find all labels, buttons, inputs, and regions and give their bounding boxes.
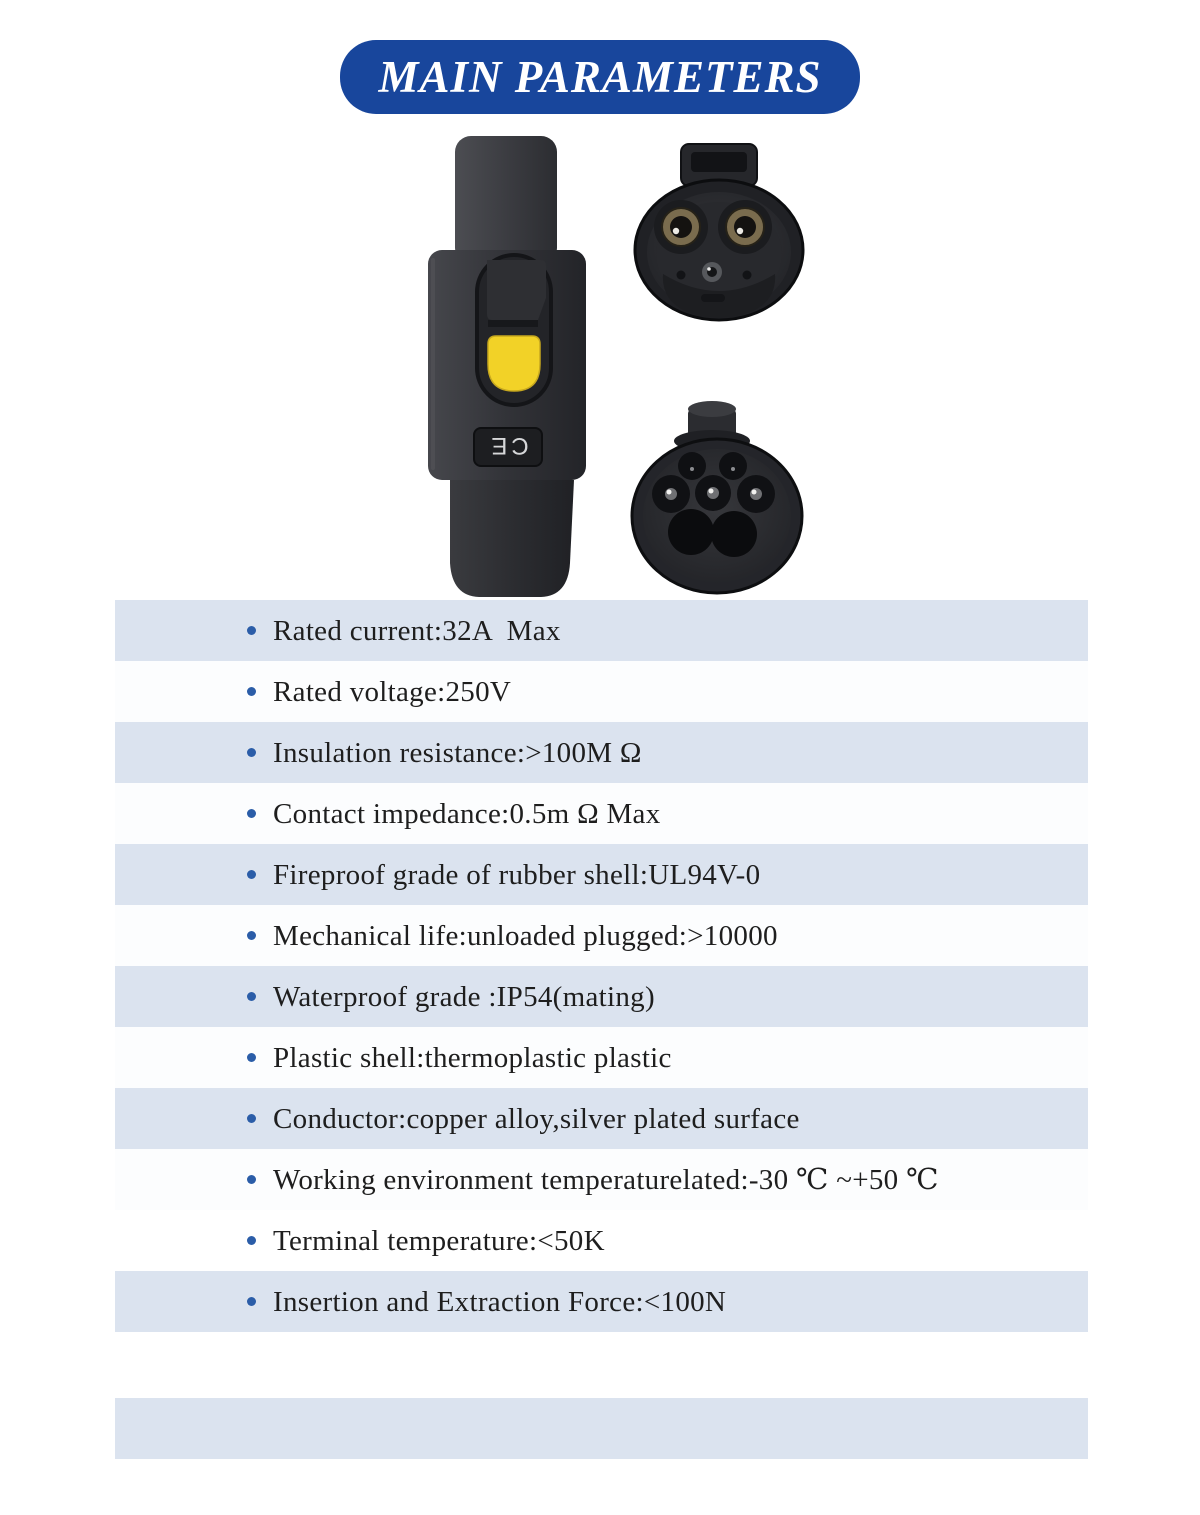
bullet-icon — [247, 687, 256, 696]
spec-row — [115, 1149, 1088, 1210]
page-title: MAIN PARAMETERS — [378, 52, 822, 102]
spec-text: Contact impedance:0.5m Ω Max — [273, 798, 661, 830]
spec-text: Waterproof grade :IP54(mating) — [273, 981, 655, 1013]
spec-text: Fireproof grade of rubber shell:UL94V-0 — [273, 859, 761, 891]
spec-text: Conductor:copper alloy,silver plated surface — [273, 1103, 800, 1135]
spec-row — [115, 600, 1088, 661]
bullet-icon — [247, 931, 256, 940]
ev-adapter-illustration — [395, 128, 855, 598]
spec-list — [115, 600, 1088, 1332]
spec-text: Insulation resistance:>100M Ω — [273, 737, 642, 769]
spec-row — [115, 844, 1088, 905]
bullet-icon — [247, 870, 256, 879]
bullet-icon — [247, 626, 256, 635]
spec-text: Rated current:32A Max — [273, 615, 561, 647]
spec-row — [115, 661, 1088, 722]
adapter-cap — [455, 136, 557, 264]
spec-row — [115, 1027, 1088, 1088]
ce-mark-text: CE — [487, 432, 529, 459]
bullet-icon — [247, 1053, 256, 1062]
body-highlight — [431, 258, 435, 470]
spec-text: Insertion and Extraction Force:<100N — [273, 1286, 727, 1318]
bullet-icon — [247, 1175, 256, 1184]
spec-text: Working environment temperaturelated:-30 ℃ ~+50 ℃ — [273, 1164, 939, 1196]
adapter-illustration — [428, 136, 586, 597]
bottom-empty-band — [115, 1398, 1088, 1459]
latch-lever — [487, 260, 546, 320]
bullet-icon — [247, 1236, 256, 1245]
power-pin-right — [718, 200, 772, 254]
bullet-icon — [247, 1297, 256, 1306]
adapter-plug — [450, 480, 574, 597]
spec-row — [115, 722, 1088, 783]
title-badge — [340, 40, 860, 114]
latch-tab-slot — [691, 152, 747, 172]
connector-face-top-illustration — [635, 144, 803, 320]
bullet-icon — [247, 1114, 256, 1123]
connector-face-bottom-illustration — [632, 401, 802, 593]
bullet-icon — [247, 992, 256, 1001]
spec-text: Terminal temperature:<50K — [273, 1225, 605, 1257]
spec-row — [115, 1088, 1088, 1149]
yellow-release-button — [488, 336, 540, 391]
spec-row — [115, 1271, 1088, 1332]
power-pin-left — [654, 200, 708, 254]
spec-row — [115, 783, 1088, 844]
spec-text: Plastic shell:thermoplastic plastic — [273, 1042, 672, 1074]
connector-face — [643, 449, 791, 583]
spec-text: Rated voltage:250V — [273, 676, 512, 708]
product-photo — [395, 128, 855, 598]
spec-row — [115, 1210, 1088, 1271]
bullet-icon — [247, 748, 256, 757]
spec-row — [115, 905, 1088, 966]
latch-hinge-shadow — [488, 320, 538, 327]
stub-top — [688, 401, 736, 417]
spec-text: Mechanical life:unloaded plugged:>10000 — [273, 920, 778, 952]
bullet-icon — [247, 809, 256, 818]
spec-row — [115, 966, 1088, 1027]
